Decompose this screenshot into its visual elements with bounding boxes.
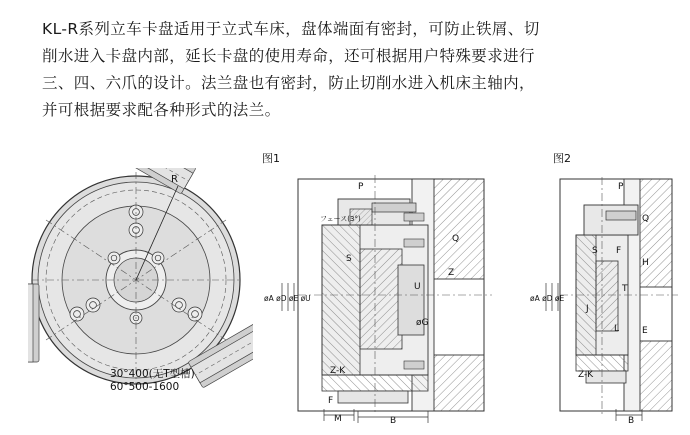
- label-s-fig2: S: [592, 246, 598, 256]
- radius-label: R: [171, 174, 178, 185]
- label-m-fig1: M: [334, 414, 342, 424]
- label-g-fig1: øG: [416, 318, 429, 328]
- label-angle-fig1: フェース(3°): [320, 215, 361, 223]
- description-line-2: 削水进入卡盘内部，延长卡盘的使用寿命，还可根据用户特殊要求进行: [42, 47, 535, 65]
- label-s-fig1: S: [346, 254, 352, 264]
- front-view-notes: [110, 368, 195, 394]
- description-line-4: 并可根据要求配各种形式的法兰。: [42, 101, 281, 119]
- label-l-fig2: L: [614, 324, 620, 334]
- chuck-front-view: [28, 168, 253, 393]
- label-e-fig2: E: [642, 326, 648, 336]
- note-line-1: 30°400(无T型槽): [110, 368, 195, 380]
- note-line-2: 60°500-1600: [110, 381, 180, 393]
- label-zk-fig2: Z-K: [578, 370, 594, 380]
- label-q-fig2: Q: [642, 214, 650, 224]
- label-p-fig2: P: [618, 182, 624, 192]
- figure-2-caption: 图2: [553, 152, 571, 165]
- description-line-1: KL-R系列立车卡盘适用于立式车床，盘体端面有密封，可防止铁屑、切: [42, 20, 540, 38]
- label-b-fig2: B: [628, 416, 635, 426]
- label-zk-fig1: Z-K: [330, 366, 346, 376]
- figure-1-section-drawing: [262, 165, 527, 430]
- figure-1-svg: [262, 165, 527, 430]
- label-left-dims-fig2: øA øD øE: [530, 294, 565, 303]
- label-b-fig1: B: [390, 416, 397, 426]
- front-view-svg: [28, 168, 253, 393]
- label-u-fig1: U: [414, 282, 421, 292]
- figure-2-section-drawing: [530, 165, 685, 430]
- label-q-fig1: Q: [452, 234, 460, 244]
- label-t-fig2: T: [622, 284, 628, 294]
- label-p-fig1: P: [358, 182, 364, 192]
- label-j-fig2: J: [586, 304, 589, 314]
- label-h-fig2: H: [642, 258, 649, 268]
- description-line-3: 三、四、六爪的设计。法兰盘也有密封，防止切削水进入机床主轴内，: [42, 74, 535, 92]
- label-f-fig1: F: [328, 396, 334, 406]
- label-f-fig2: F: [616, 246, 622, 256]
- label-z-fig1: Z: [448, 268, 455, 278]
- label-left-dims-fig1: øA øD øE øU: [264, 294, 311, 303]
- product-description: [42, 16, 652, 124]
- figure-1-caption: 图1: [262, 152, 280, 165]
- figure-2-svg: [530, 165, 685, 430]
